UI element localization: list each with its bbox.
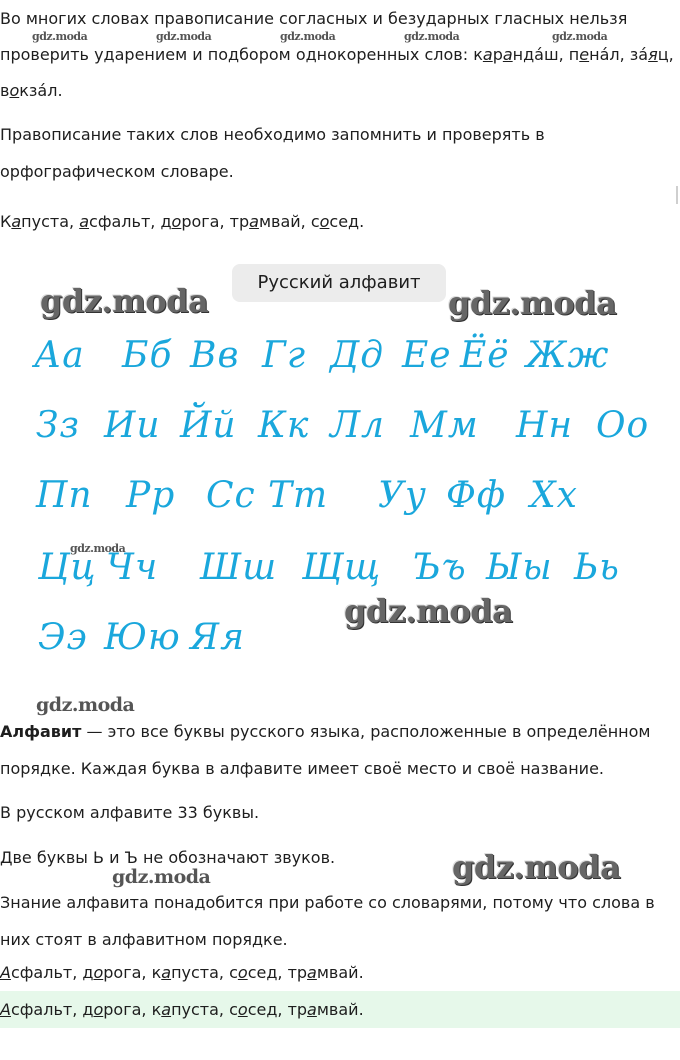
term-alphabet: Алфавит [0, 722, 82, 741]
letter-u: Уу [378, 475, 427, 516]
watermark: gdz.moda [280, 30, 336, 43]
letter-k: Кк [258, 405, 310, 446]
letter-s: Сс [206, 475, 256, 516]
example-word: сосед [229, 1000, 278, 1019]
letter-ch: Чч [106, 547, 159, 588]
letter-zh: Жж [526, 335, 610, 376]
example-word: капуста [151, 963, 219, 982]
watermark: gdz.moda [156, 30, 212, 43]
letter-o: Оо [596, 405, 650, 446]
word-zayats: за́яц [629, 45, 669, 64]
letter-n: Нн [516, 405, 574, 446]
example-word: капуста [151, 1000, 219, 1019]
letter-p: Пп [36, 475, 93, 516]
letter-g: Гг [262, 335, 307, 376]
letter-e: Ее [402, 335, 452, 376]
letter-ts: Цц [38, 547, 97, 588]
letter-v: Вв [190, 335, 240, 376]
letter-y-short: Йй [180, 405, 237, 446]
watermark: gdz.moda [552, 30, 608, 43]
example-word: сосед [229, 963, 278, 982]
letter-hard-sign: Ъъ [412, 547, 467, 588]
example-word: трамвай [287, 963, 359, 982]
example-word: трамвай [229, 212, 301, 231]
letter-yo: Ёё [460, 335, 510, 376]
watermark: gdz.moda [404, 30, 460, 43]
knowledge-line-2: них стоят в алфавитном порядке. [0, 930, 288, 949]
letter-d: Дд [330, 335, 385, 376]
watermark: gdz.moda [32, 30, 88, 43]
examples-line-1: Капуста, асфальт, дорога, трамвай, сосед. [0, 212, 365, 231]
letter-y: Ыы [486, 547, 553, 588]
example-word: Капуста [0, 212, 70, 231]
intro-line-2-text: проверить ударением и подбором однокоренных слов: [0, 45, 474, 64]
memorize-line-1: Правописание таких слов необходимо запомнить и проверять в [0, 125, 545, 144]
example-word: трамвай [287, 1000, 359, 1019]
letter-kh: Хх [530, 475, 578, 516]
example-word: сосед [310, 212, 360, 231]
letter-i: Ии [104, 405, 161, 446]
example-word: Асфальт [0, 1000, 73, 1019]
sorted-examples-line: Асфальт, дорога, капуста, сосед, трамвай. [0, 963, 364, 982]
scroll-indicator [676, 186, 678, 204]
sorted-examples-highlighted: Асфальт, дорога, капуста, сосед, трамвай. [0, 991, 680, 1028]
letter-t: Тт [268, 475, 329, 516]
letter-e-reverse: Ээ [38, 617, 88, 658]
alphabet-title: Русский алфавит [232, 264, 446, 302]
watermark: gdz.moda [40, 282, 209, 320]
letter-l: Лл [330, 405, 385, 446]
letter-f: Фф [446, 475, 507, 516]
watermark: gdz.moda [452, 848, 621, 886]
intro-line-1: Во многих словах правописание согласных и безударных гласных нельзя [0, 9, 628, 28]
letter-count: В русском алфавите 33 буквы. [0, 803, 260, 822]
definition-line-1: Алфавит — это все буквы русского языка, расположенные в определённом [0, 722, 651, 741]
word-karandash: каранда́ш [473, 45, 559, 64]
watermark: gdz.moda [70, 542, 126, 555]
intro-line-3: вокза́л. [0, 81, 63, 100]
example-word: дорога [160, 212, 220, 231]
knowledge-line-1: Знание алфавита понадобится при работе со словарями, потому что слова в [0, 893, 655, 912]
letter-z: Зз [36, 405, 81, 446]
watermark: gdz.moda [36, 694, 135, 716]
word-penal: пена́л [568, 45, 620, 64]
example-word: дорога [82, 1000, 142, 1019]
letter-ya: Яя [190, 617, 245, 658]
watermark: gdz.moda [112, 866, 211, 888]
example-word: асфальт [79, 212, 151, 231]
memorize-line-2: орфографическом словаре. [0, 162, 234, 181]
watermark: gdz.moda [448, 284, 617, 322]
letter-sh: Шш [200, 547, 278, 588]
letter-b: Бб [122, 335, 173, 376]
letter-r: Рр [126, 475, 176, 516]
example-word: дорога [82, 963, 142, 982]
definition-line-2: порядке. Каждая буква в алфавите имеет своё место и своё название. [0, 759, 604, 778]
letter-shch: Щщ [302, 547, 382, 588]
intro-line-2: проверить ударением и подбором однокоренных слов: каранда́ш, пена́л, за́яц, [0, 45, 674, 64]
watermark: gdz.moda [344, 592, 513, 630]
word-vokzal: вокза́л [0, 81, 58, 100]
letter-a: Аа [34, 335, 85, 376]
letter-m: Мм [410, 405, 479, 446]
letter-soft-sign: Ьь [574, 547, 620, 588]
letter-yu: Юю [104, 617, 181, 658]
signs-note: Две буквы Ь и Ъ не обозначают звуков. [0, 848, 336, 867]
example-word: Асфальт [0, 963, 73, 982]
